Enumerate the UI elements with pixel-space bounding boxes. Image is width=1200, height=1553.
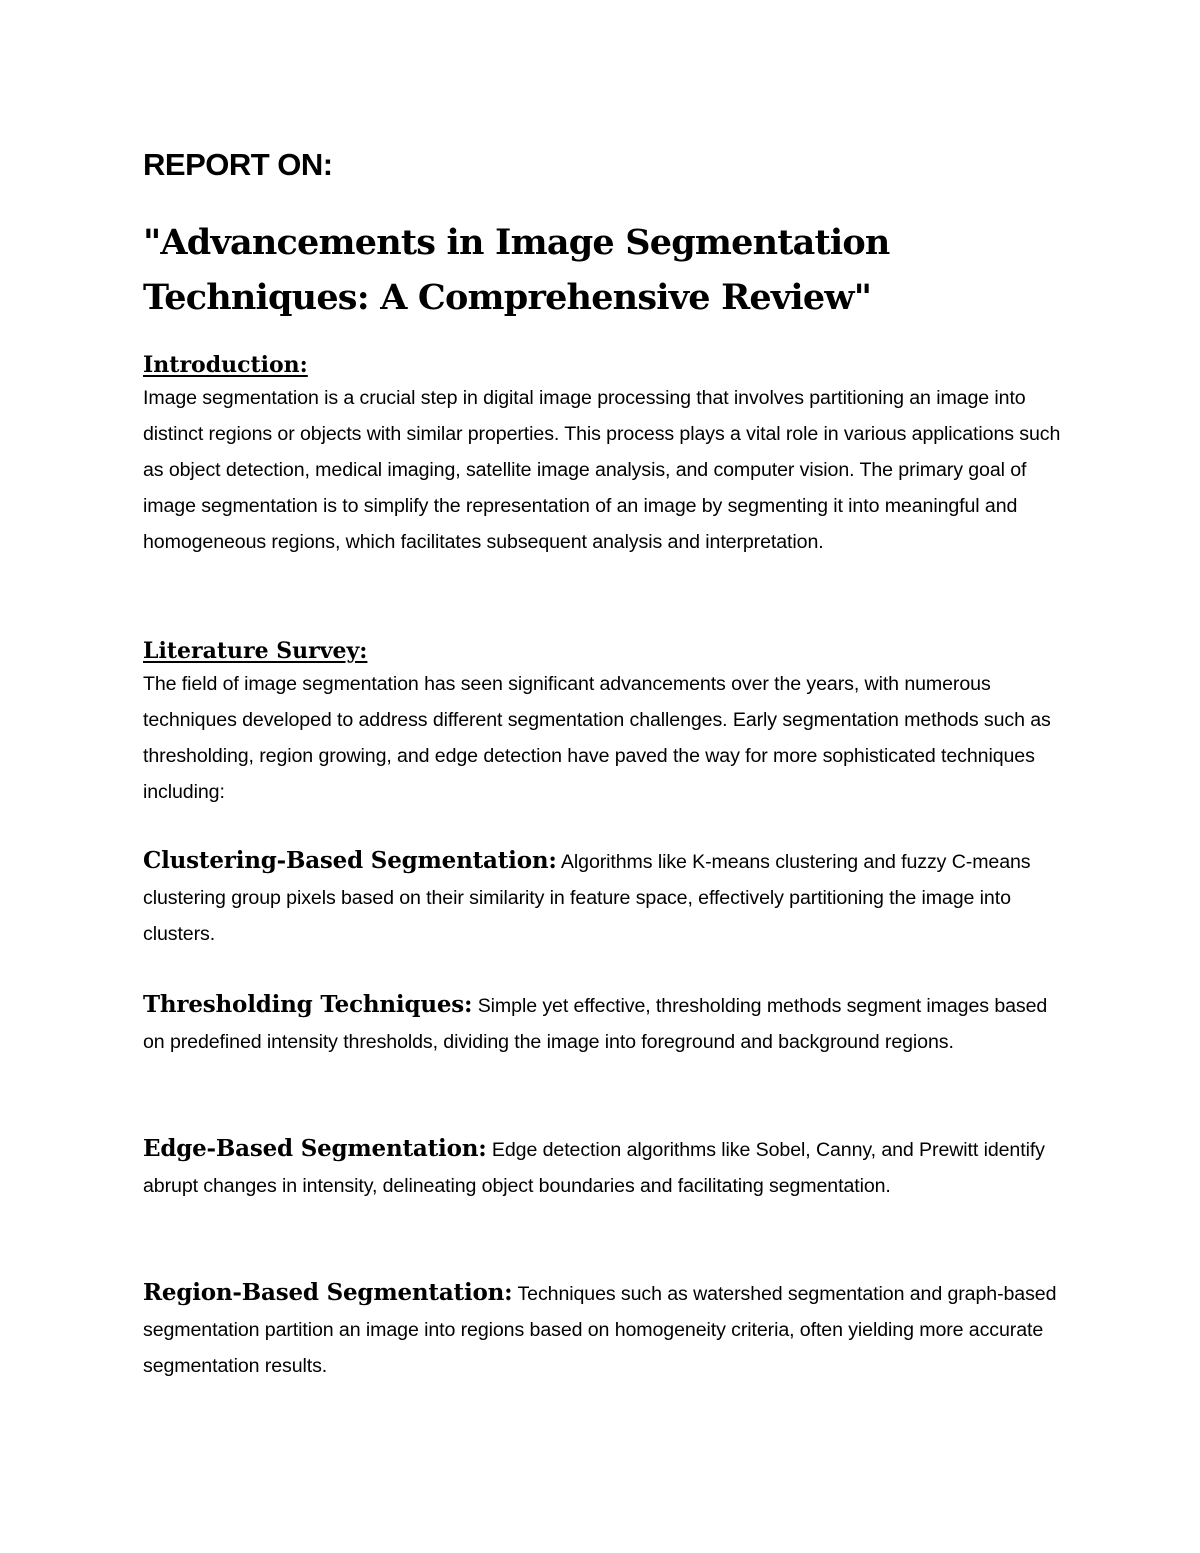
introduction-section xyxy=(143,350,1073,560)
literature-survey-heading: Literature Survey: xyxy=(143,638,368,664)
technique-edge-based xyxy=(143,1131,1073,1204)
technique-description: Techniques such as watershed segmentation and graph-based segmentation partition an image into regions based on homogeneity criteria, often yielding more accurate segmentation results. xyxy=(143,1283,1057,1377)
technique-description: Edge detection algorithms like Sobel, Canny, and Prewitt identify abrupt changes in intensity, delineating object boundaries and facilitating segmentation. xyxy=(143,1139,1045,1197)
introduction-text: Image segmentation is a crucial step in digital image processing that involves partitioning an image into distinct regions or objects with similar properties. This process plays a vital role in various applications such as object detection, medical imaging, satellite image analysis, and computer vision. The primary goal of image segmentation is to simplify the representation of an image by segmenting it into meaningful and homogeneous regions, which facilitates subsequent analysis and interpretation. xyxy=(143,387,1061,553)
literature-survey-text: The field of image segmentation has seen significant advancements over the years, with numerous techniques developed to address different segmentation challenges. Early segmentation methods such as thresholding, region growing, and edge detection have paved the way for more sophisticated techniques including: xyxy=(143,673,1051,803)
report-label: REPORT ON: xyxy=(143,147,333,182)
technique-name: Edge-Based Segmentation: xyxy=(143,1135,487,1162)
technique-description: Algorithms like K-means clustering and fuzzy C-means clustering group pixels based on their similarity in feature space, effectively partitioning the image into clusters. xyxy=(143,851,1031,945)
technique-name: Clustering-Based Segmentation: xyxy=(143,847,557,874)
technique-region-based xyxy=(143,1275,1073,1384)
introduction-heading: Introduction: xyxy=(143,352,308,378)
technique-thresholding xyxy=(143,987,1073,1060)
literature-survey-section xyxy=(143,636,1073,810)
technique-name: Region-Based Segmentation: xyxy=(143,1279,513,1306)
technique-clustering xyxy=(143,843,1073,952)
document-title: "Advancements in Image Segmentation Techniques: A Comprehensive Review" xyxy=(143,222,890,318)
technique-description: Simple yet effective, thresholding methods segment images based on predefined intensity thresholds, dividing the image into foreground and background regions. xyxy=(143,995,1048,1053)
technique-name: Thresholding Techniques: xyxy=(143,991,473,1018)
